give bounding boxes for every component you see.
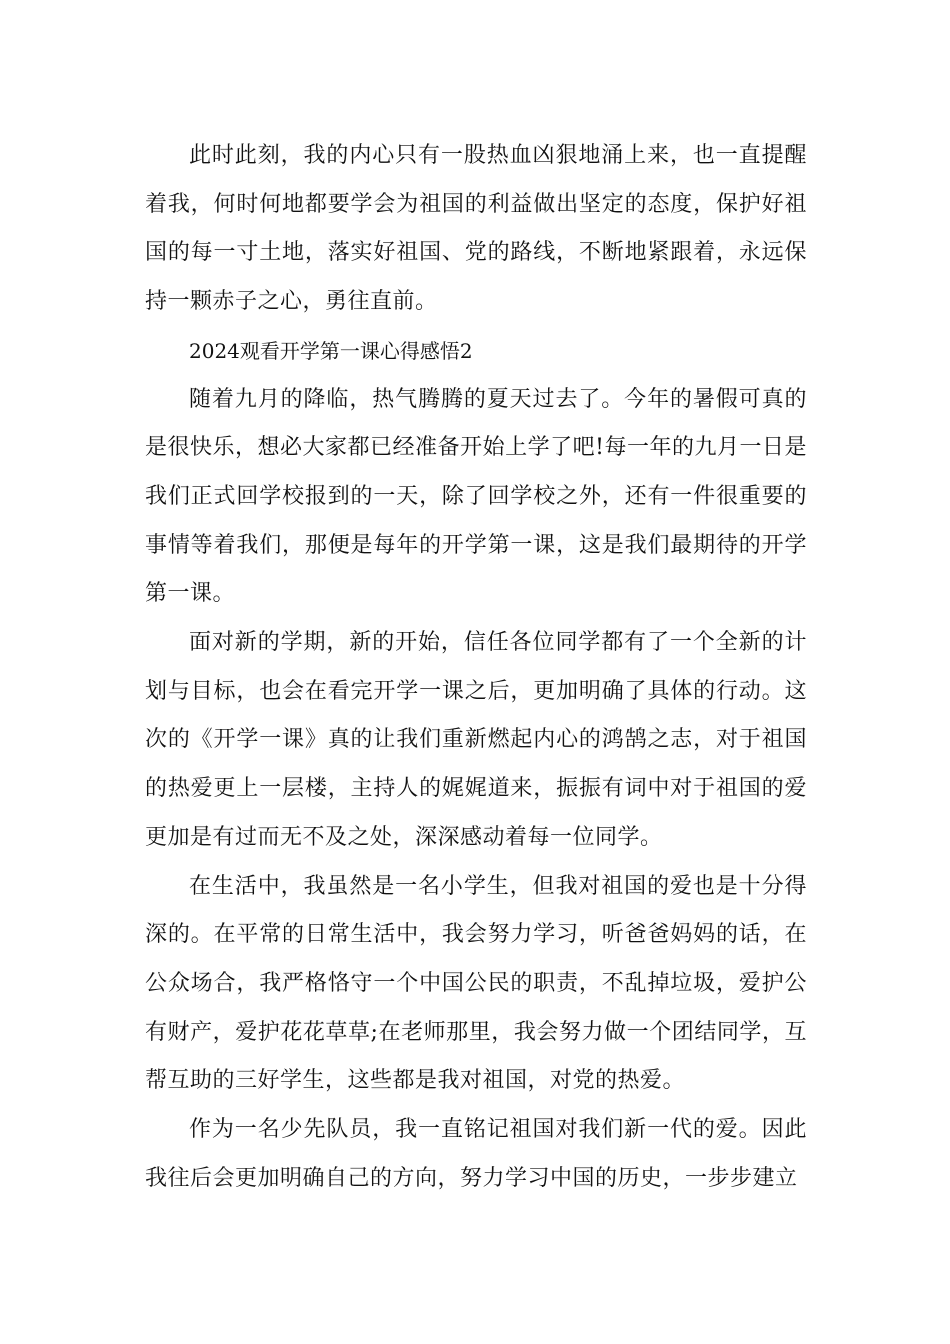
section-heading: 2024观看开学第一课心得感悟2 xyxy=(189,338,473,363)
document-body xyxy=(145,132,807,1203)
paragraph-1: 此时此刻，我的内心只有一股热血凶狠地涌上来，也一直提醒着我，何时何地都要学会为祖国的利益做出坚定的态度，保护好祖国的每一寸土地，落实好祖国、党的路线，不断地紧跟着，永远保持一颗赤子之心，勇往直前。 xyxy=(145,143,807,315)
paragraph-5: 作为一名少先队员，我一直铭记祖国对我们新一代的爱。因此我往后会更加明确自己的方向，努力学习中国的历史，一步步建立 xyxy=(145,1117,807,1191)
paragraph-4: 在生活中，我虽然是一名小学生，但我对祖国的爱也是十分得深的。在平常的日常生活中，我会努力学习，听爸爸妈妈的话，在公众场合，我严格恪守一个中国公民的职责，不乱掉垃圾，爱护公有财产，爱护花花草草;在老师那里，我会努力做一个团结同学，互帮互助的三好学生，这些都是我对祖国，对党的热爱。 xyxy=(145,873,807,1094)
paragraph-2: 随着九月的降临，热气腾腾的夏天过去了。今年的暑假可真的是很快乐，想必大家都已经准备开始上学了吧!每一年的九月一日是我们正式回学校报到的一天，除了回学校之外，还有一件很重要的事情等着我们，那便是每年的开学第一课，这是我们最期待的开学第一课。 xyxy=(145,386,807,607)
paragraph-3: 面对新的学期，新的开始，信任各位同学都有了一个全新的计划与目标，也会在看完开学一课之后，更加明确了具体的行动。这次的《开学一课》真的让我们重新燃起内心的鸿鹄之志，对于祖国的热爱更上一层楼，主持人的娓娓道来，振振有词中对于祖国的爱更加是有过而无不及之处，深深感动着每一位同学。 xyxy=(145,630,807,850)
